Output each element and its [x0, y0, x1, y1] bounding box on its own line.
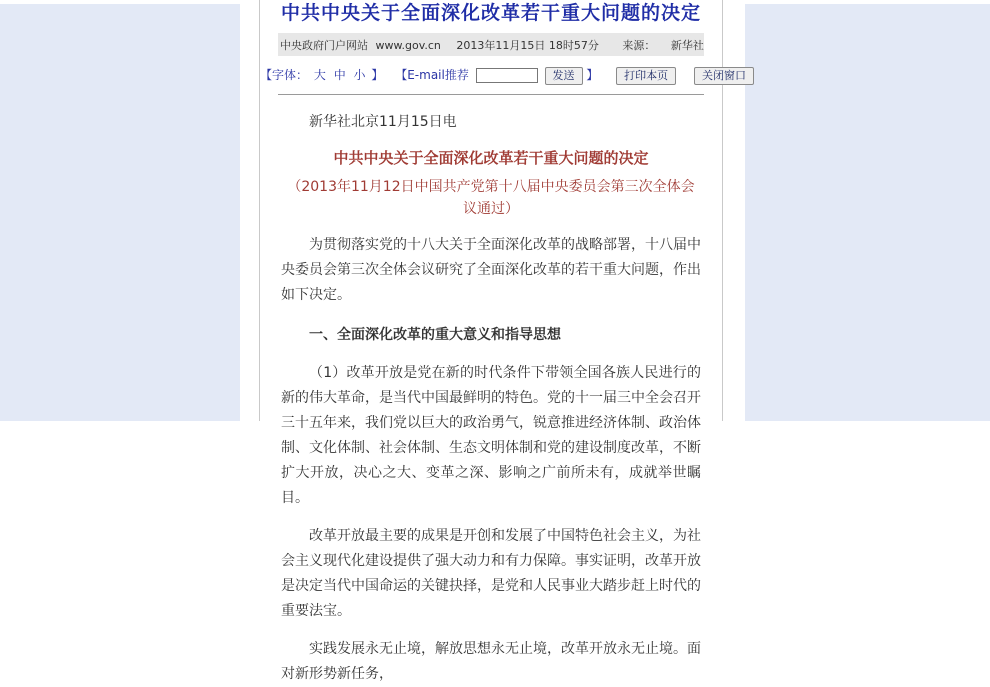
article-column: [259, 0, 746, 682]
document-subtitle: （2013年11月12日中国共产党第十八届中央委员会第三次全体会议通过）: [287, 178, 695, 217]
meta-bar: [278, 33, 704, 56]
body-paragraph: 改革开放最主要的成果是开创和发展了中国特色社会主义，为社会主义现代化建设提供了强大动力和有力保障。事实证明，改革开放是决定当代中国命运的关键抉择，是党和人民事业大踏步赶上时代的重要法宝。: [281, 527, 701, 619]
page-title: 中共中央关于全面深化改革若干重大问题的决定: [280, 2, 701, 24]
site-url: www.gov.cn: [375, 39, 441, 52]
source-value: 新华社: [670, 39, 704, 52]
font-size-bracket-close: 】: [371, 68, 384, 82]
source-label: 来源：: [622, 39, 656, 52]
left-background-panel: [0, 4, 240, 421]
email-bracket-close: 】: [586, 68, 599, 82]
toolbar-divider: [278, 94, 704, 95]
document-title: 中共中央关于全面深化改革若干重大问题的决定: [333, 148, 649, 167]
site-name: 中央政府门户网站: [280, 39, 368, 52]
article-datetime: 2013年11月15日 18时57分: [456, 39, 599, 52]
print-page-button[interactable]: 打印本页: [616, 67, 676, 85]
right-background-panel: [745, 4, 990, 421]
body-paragraph: （1）改革开放是党在新的时代条件下带领全国各族人民进行的新的伟大革命，是当代中国最鲜明的特色。党的十一届三中全会召开三十五年来，我们党以巨大的政治勇气，锐意推进经济体制、政治体制、文化体制、社会体制、生态文明体制和党的建设制度改革，不断扩大开放，决心之大、变革之深、影响之广前所未有，成就举世瞩目。: [281, 364, 701, 506]
send-button[interactable]: 发送: [545, 67, 583, 85]
dateline: 新华社北京11月15日电: [309, 113, 457, 130]
article-toolbar: [260, 66, 746, 85]
close-window-button[interactable]: 关闭窗口: [694, 67, 754, 85]
font-size-small-link[interactable]: 小: [353, 68, 366, 82]
font-size-label: 【字体：: [260, 68, 309, 82]
intro-paragraph: 为贯彻落实党的十八大关于全面深化改革的战略部署，十八届中央委员会第三次全体会议研究了全面深化改革的若干重大问题，作出如下决定。: [281, 236, 701, 303]
email-recommend-label: 【E-mail推荐: [395, 68, 469, 82]
email-input[interactable]: [476, 68, 538, 83]
article-window: [240, 0, 746, 682]
section-heading-1: 一、全面深化改革的重大意义和指导思想: [309, 326, 561, 343]
article-body: [260, 110, 722, 687]
font-size-large-link[interactable]: 大: [313, 68, 326, 82]
body-paragraph: 实践发展永无止境，解放思想永无止境，改革开放永无止境。面对新形势新任务，: [281, 640, 701, 682]
font-size-medium-link[interactable]: 中: [333, 68, 346, 82]
